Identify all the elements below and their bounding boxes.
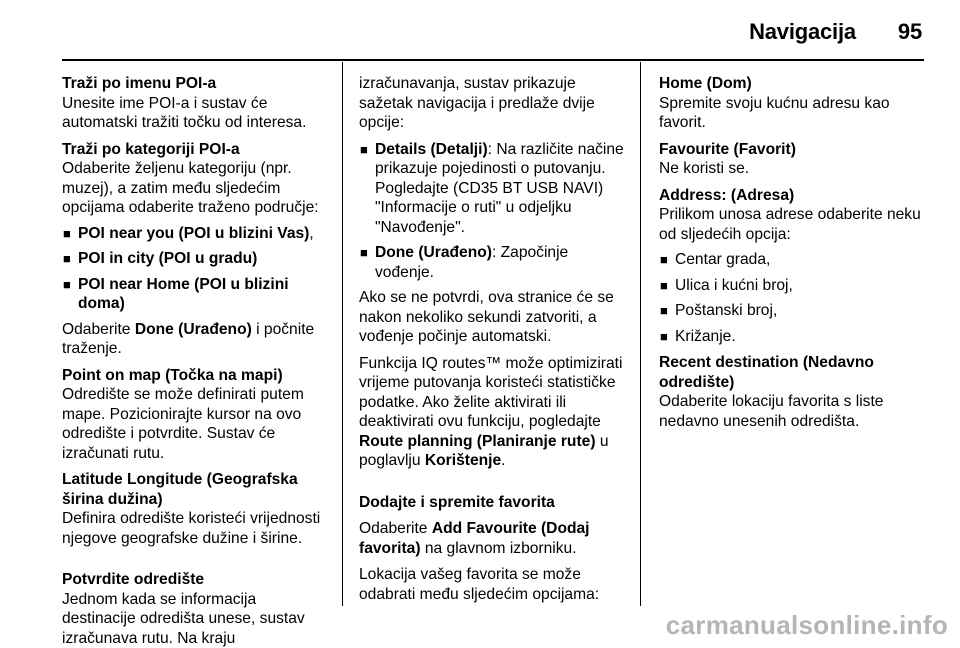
paragraph: Odaberite Add Favourite (Dodaj favorita) na glavnom izborniku. xyxy=(359,519,631,558)
section-title: Traži po imenu POI-a xyxy=(62,74,334,94)
section-body: Jednom kada se informacija destinacije odredišta unese, sustav izračunava rutu. Na kraju xyxy=(62,590,334,648)
section-favourite xyxy=(659,140,927,179)
page-header xyxy=(749,12,922,52)
watermark xyxy=(0,608,960,642)
list-item: ■ POI in city (POI u gradu) xyxy=(62,249,334,269)
section-body: Definira odredište koristeći vrijednosti njegove geografske dužine i širine. xyxy=(62,509,334,548)
poi-option-list xyxy=(62,224,334,314)
address-option-list xyxy=(659,250,927,346)
section-poi-name xyxy=(62,74,334,133)
section-title: Recent destination (Nedavno odredište) xyxy=(659,353,927,392)
list-item: ■ Poštanski broj, xyxy=(659,301,927,321)
summary-option-list xyxy=(359,140,631,283)
section-poi-category xyxy=(62,140,334,359)
section-title: Potvrdite odredište xyxy=(62,570,334,590)
chapter-title: Navigacija xyxy=(749,19,856,45)
section-title: Address: (Adresa) xyxy=(659,186,927,206)
section-recent-destination xyxy=(659,353,927,431)
section-body: Odredište se može definirati putem mape. Pozicionirajte kursor na ovo odredište i potvrdite. Sustav će izračunati rutu. xyxy=(62,385,334,463)
section-home xyxy=(659,74,927,133)
section-point-on-map xyxy=(62,366,334,464)
column-divider-1 xyxy=(342,62,343,606)
list-item: ■ POI near Home (POI u blizini doma) xyxy=(62,275,334,314)
column-2 xyxy=(359,74,631,604)
section-body: Odaberite lokaciju favorita s liste nedavno unesenih odredišta. xyxy=(659,392,927,431)
column-divider-2 xyxy=(640,62,641,606)
section-address xyxy=(659,186,927,347)
page-number: 95 xyxy=(898,19,922,45)
list-item: ■ Ulica i kućni broj, xyxy=(659,276,927,296)
section-title: Home (Dom) xyxy=(659,74,927,94)
paragraph: Lokacija vašeg favorita se može odabrati među sljedećim opcijama: xyxy=(359,565,631,604)
paragraph: Funkcija IQ routes™ može optimizirati vrijeme putovanja koristeći statističke podatke. Ako želite aktivirati ili deaktivirati ovu funkciju, pogledajte Route planning (Planiranje rute) u poglavlju Korištenje. xyxy=(359,354,631,471)
column-1 xyxy=(62,74,334,648)
section-lat-long xyxy=(62,470,334,548)
section-title: Dodajte i spremite favorita xyxy=(359,493,631,513)
paragraph: izračunavanja, sustav prikazuje sažetak navigacija i predlaže dvije opcije: xyxy=(359,74,631,133)
header-rule xyxy=(62,59,924,61)
section-body: Prilikom unosa adrese odaberite neku od sljedećih opcija: xyxy=(659,205,927,244)
section-title: Traži po kategoriji POI-a xyxy=(62,140,334,160)
list-item: ■ Done (Urađeno): Započinje vođenje. xyxy=(359,243,631,282)
section-body: Spremite svoju kućnu adresu kao favorit. xyxy=(659,94,927,133)
list-item: ■ Centar grada, xyxy=(659,250,927,270)
section-body: Ne koristi se. xyxy=(659,159,927,179)
paragraph: Ako se ne potvrdi, ova stranice će se nakon nekoliko sekundi zatvoriti, a vođenje počinje automatski. xyxy=(359,288,631,347)
column-3 xyxy=(659,74,927,431)
section-title: Latitude Longitude (Geografska širina dužina) xyxy=(62,470,334,509)
list-item: ■ Details (Detalji): Na različite načine prikazuje pojedinosti o putovanju. Pogledajte (CD35 BT USB NAVI) "Informacije o ruti" u odjeljku "Navođenje". xyxy=(359,140,631,238)
section-title: Point on map (Točka na mapi) xyxy=(62,366,334,386)
list-item: ■ POI near you (POI u blizini Vas), xyxy=(62,224,334,244)
watermark-text: carmanualsonline.info xyxy=(666,610,948,641)
section-add-favourite xyxy=(359,493,631,605)
section-body: Odaberite Done (Urađeno) i počnite traženje. xyxy=(62,320,334,359)
section-title: Favourite (Favorit) xyxy=(659,140,927,160)
section-body: Odaberite željenu kategoriju (npr. muzej), a zatim među sljedećim opcijama odaberite traženo područje: xyxy=(62,159,334,218)
list-item: ■ Križanje. xyxy=(659,327,927,347)
section-body: Unesite ime POI-a i sustav će automatski tražiti točku od interesa. xyxy=(62,94,334,133)
